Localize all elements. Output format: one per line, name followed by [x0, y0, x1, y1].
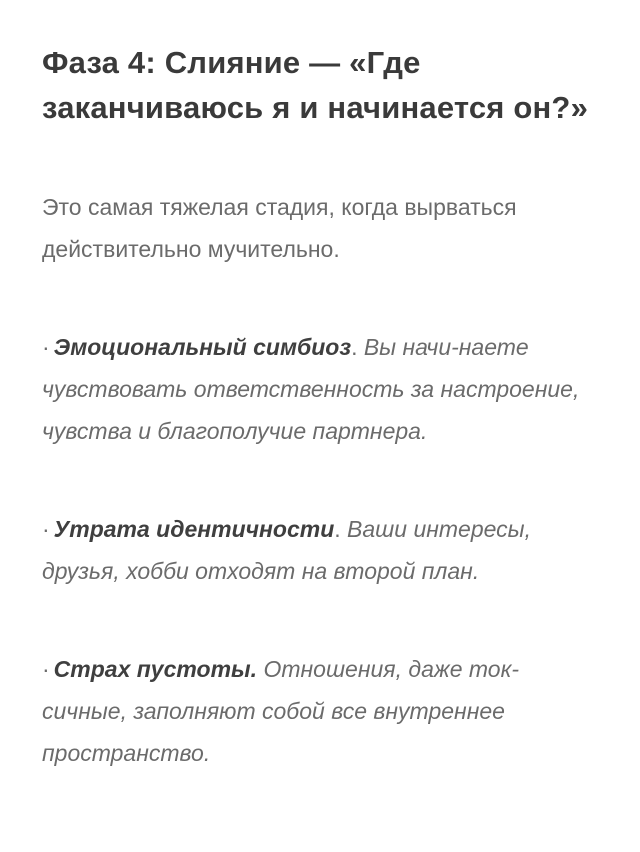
item-term: Страх пустоты. — [53, 656, 258, 682]
bullet-marker: · — [42, 334, 50, 360]
item-description: Отношения, даже ток-сичные, заполняют собой все внутреннее пространство. — [42, 656, 520, 766]
list-item-emotional-symbiosis — [42, 326, 602, 452]
item-description: Вы начи-наете чувствовать ответственность за настроение, чувства и благополучие партнера. — [42, 334, 580, 444]
item-term: Эмоциональный симбиоз — [53, 334, 352, 360]
item-term: Утрата идентичности — [53, 516, 335, 542]
bullet-marker: · — [42, 656, 50, 682]
section-title: Фаза 4: Слияние — «Где заканчиваюсь я и начинается он?» — [42, 45, 589, 125]
item-description: Ваши интересы, друзья, хобби отходят на второй план. — [42, 516, 531, 584]
article — [42, 40, 602, 774]
item-separator: . — [351, 334, 358, 360]
list-item-fear-of-emptiness — [42, 648, 602, 774]
list-item-identity-loss — [42, 508, 602, 592]
intro-paragraph: Это самая тяжелая стадия, когда вырваться действительно мучительно. — [42, 194, 517, 262]
bullet-marker: · — [42, 516, 50, 542]
item-separator: . — [334, 516, 341, 542]
